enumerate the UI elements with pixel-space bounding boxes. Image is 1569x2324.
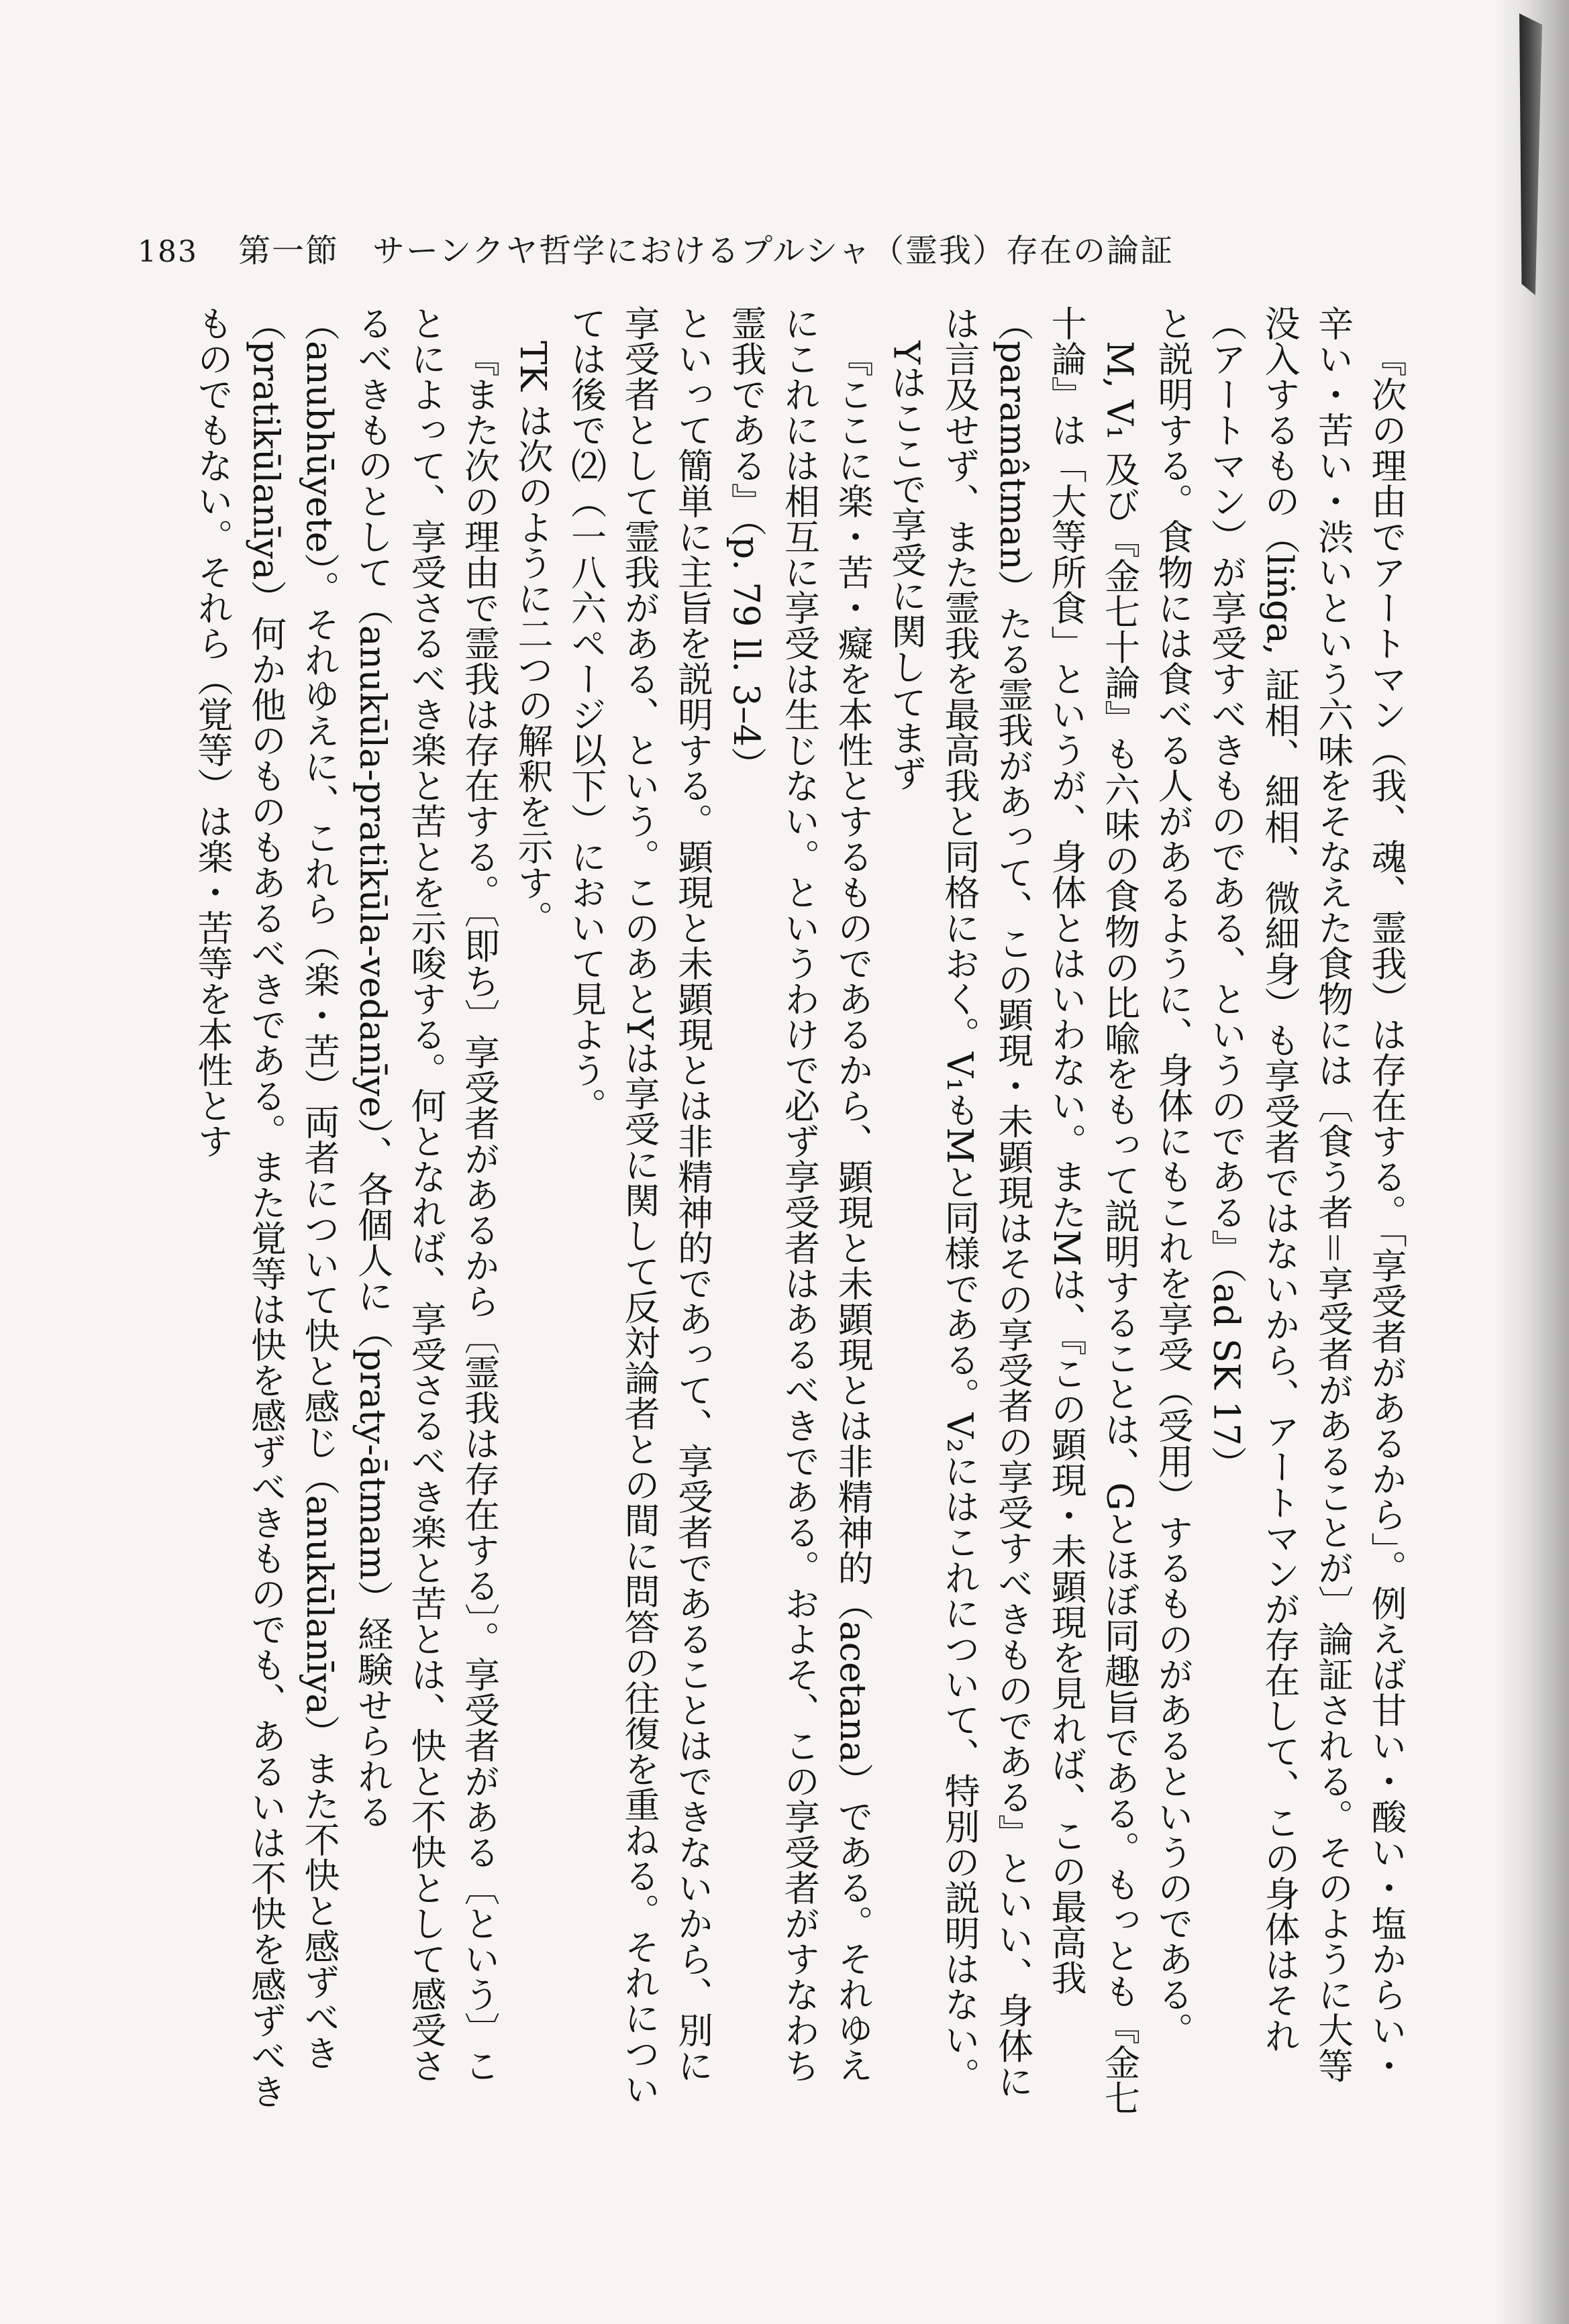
page-number: 183 — [138, 235, 198, 269]
paragraph-explanation: と説明する。食物には食べる人があるように、身体にもこれを享受（受用）するものがあるというのである。 — [1152, 305, 1193, 2048]
paragraph-quote-y: 『ここに楽・苦・癡を本性とするものであるから、顕現と未顕現とは非精神的（acetana）である。それゆえにこれには相互に享受は生じない。というわけで必ず享受者はあるべきである。およそ、この享受者がすなわち霊我である』（p. 79 ll. 3–4） — [725, 305, 873, 2083]
paragraph-y-summary: といって簡単に主旨を説明する。顕現と未顕現とは非精神的であって、享受者であることはできないから、別に享受者として霊我がある、という。このあとYは享受に関して反対論者との間に問答の往復を重ねる。それについては後で⑵（一八六ページ以下）において見よう。 — [565, 305, 713, 2107]
running-title: 第一節 サーンクヤ哲学におけるプルシャ（霊我）存在の論証 — [238, 232, 1174, 270]
paragraph-y-intro: Yはここで享受に関してまず — [885, 341, 927, 791]
vertical-text-body — [117, 305, 1413, 2117]
paragraph-quote-tk: 『また次の理由で霊我は存在する。〔即ち〕享受者があるから〔霊我は存在する〕。享受者がある〔という〕ことによって、享受さるべき楽と苦とを示唆する。何となれば、享受さるべき楽と苦とは、快と不快として感受さるべきものとして（anukūla-pratikūla-vedanīye）、各個人に（praty-ātmam）経験せられる（anubhūyete）。それゆえに、これら（楽・苦）両者について快と感じ（anukūlanīya）また不快と感ずべき（pratikūlanīya）何か他のものもあるべきである。また覚等は快を感ずべきものでも、あるいは不快を感ずべきものでもない。それら（覚等）は楽・苦等を本性とす — [192, 305, 500, 2109]
paragraph-tk-intro: TK は次のように二つの解釈を示す。 — [512, 341, 553, 936]
spine-shadow — [1495, 0, 1569, 2324]
paragraph-quote-g: 『次の理由でアートマン（我、魂、霊我）は存在する。「享受者があるから」。例えば甘い・酸い・塩からい・辛い・苦い・渋いという六味をそなえた食物には〔食う者＝享受者があることが〕論証される。そのように大等没入するもの（liṅga, 証相、細相、微細身）も享受者ではないから、アートマンが存在して、この身体はそれ（アートマン）が享受すべきものである、というのである』（ad SK 17） — [1205, 305, 1407, 2083]
paragraph-m-v1: M, V₁ 及び『金七十論』も六味の食物の比喩をもって説明することは、Gとほぼ同趣旨である。もっとも『金七十論』は「大等所食」というが、身体とはいわない。またMは、『この顕現・未顕現を見れば、この最高我（paramâtman）たる霊我があって、この顕現・未顕現はその享受者の享受すべきものである』といい、身体には言及せず、また霊我を最高我と同格におく。V₁もMと同様である。V₂にはこれについて、特別の説明はない。 — [939, 305, 1140, 2115]
running-header — [138, 225, 1174, 272]
